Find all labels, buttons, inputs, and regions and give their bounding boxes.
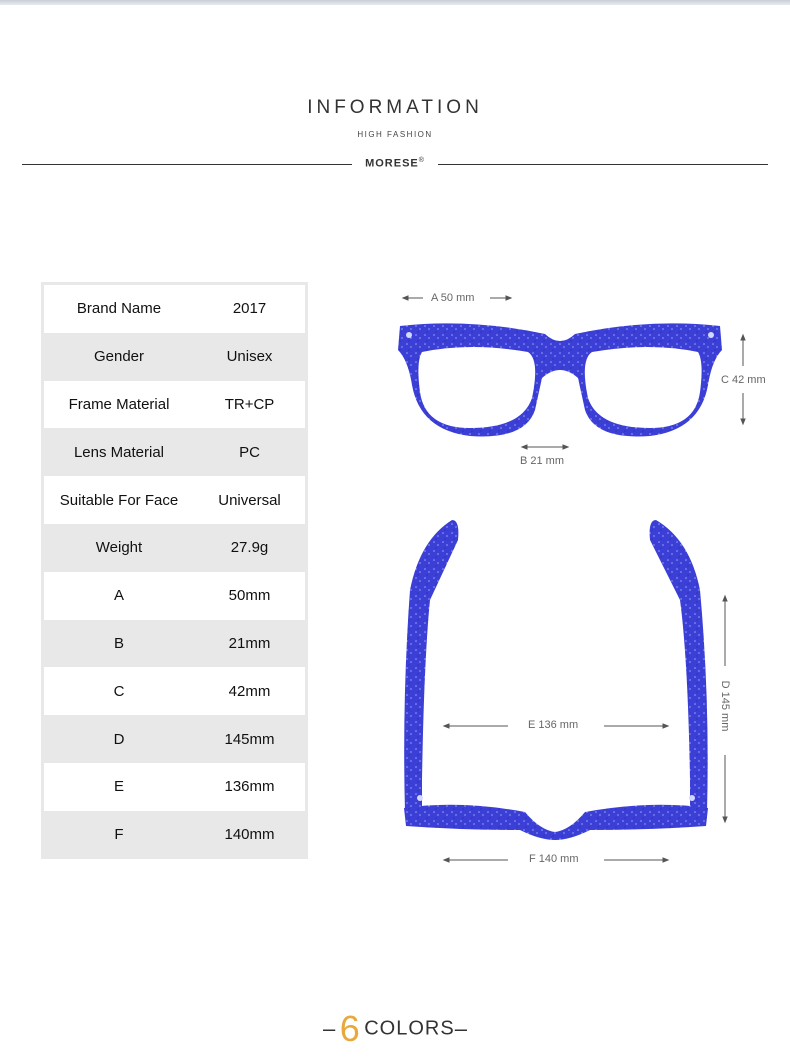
spec-label: Brand Name (76, 300, 162, 318)
spec-label: B (113, 634, 124, 652)
brand-logo-text: MORESE (365, 157, 419, 170)
left-temple (404, 520, 458, 812)
spec-value: 145mm (224, 730, 275, 748)
dimension-e-label: E 136 mm (528, 719, 579, 731)
spec-value: Unisex (226, 348, 273, 366)
spec-label: Gender (93, 348, 145, 366)
front-view-glasses (398, 323, 722, 436)
spec-label: E (113, 778, 124, 796)
dimension-f-label: F 140 mm (529, 853, 579, 865)
right-temple (650, 520, 708, 812)
top-view-glasses (404, 520, 708, 840)
hinge-left (417, 795, 423, 801)
spec-label: F (114, 826, 124, 844)
spec-label: Frame Material (68, 395, 170, 413)
dimension-b-arrows (522, 445, 568, 449)
rivet-right (708, 332, 714, 338)
registered-mark: ® (418, 157, 425, 164)
spec-value: Universal (218, 491, 281, 509)
spec-label: A (113, 587, 124, 605)
spec-label: C (113, 682, 125, 700)
dimension-c-label: C 42 mm (721, 374, 766, 386)
spec-value: 2017 (232, 300, 267, 318)
page-subtitle: HIGH FASHION (357, 130, 433, 139)
spec-value: 27.9g (230, 539, 269, 557)
spec-label: Suitable For Face (59, 491, 179, 509)
hinge-right (689, 795, 695, 801)
footer-dash-left: – (323, 1016, 336, 1041)
spec-value: 42mm (228, 682, 271, 700)
footer-dash-right: – (454, 1016, 467, 1041)
spec-label: Weight (95, 539, 143, 557)
spec-value: TR+CP (224, 395, 275, 413)
spec-label: D (113, 730, 125, 748)
page-title: INFORMATION (307, 97, 483, 118)
left-lens (418, 347, 535, 428)
dimension-a-label: A 50 mm (431, 292, 475, 304)
rivet-left (406, 332, 412, 338)
front-rim-top (404, 805, 708, 840)
spec-value: 21mm (228, 634, 271, 652)
dimension-d-label: D 145 mm (719, 680, 731, 732)
spec-value: 136mm (224, 778, 275, 796)
right-lens (585, 347, 702, 428)
colors-word: COLORS (364, 1017, 455, 1040)
spec-value: 140mm (224, 826, 275, 844)
dimension-b-label: B 21 mm (520, 455, 565, 467)
spec-value: PC (239, 443, 260, 461)
spec-value: 50mm (228, 587, 271, 605)
colors-footer (0, 1008, 790, 1050)
colors-count: 6 (339, 1008, 360, 1049)
spec-label: Lens Material (73, 443, 165, 461)
